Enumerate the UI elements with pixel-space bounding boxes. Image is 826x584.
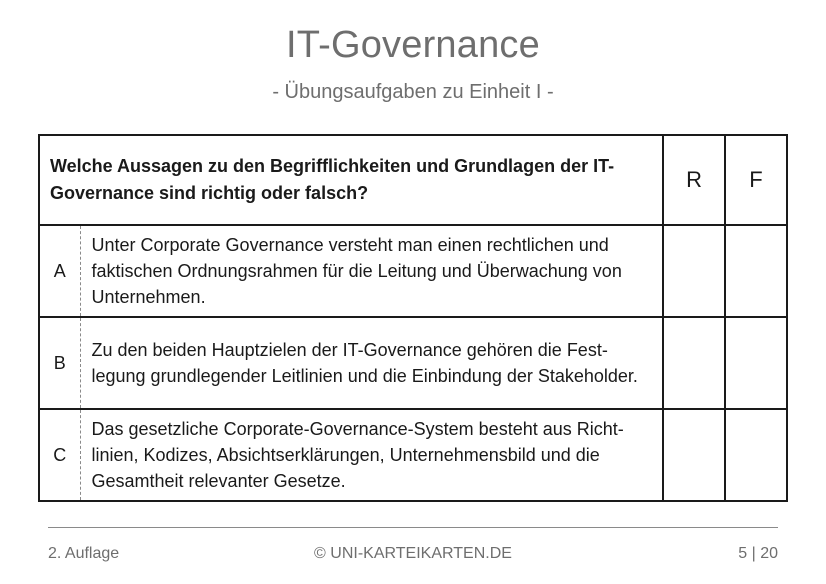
column-header-richtig: R bbox=[663, 135, 725, 225]
row-letter: C bbox=[39, 409, 80, 501]
footer-edition: 2. Auflage bbox=[48, 545, 120, 562]
answer-cell-falsch[interactable] bbox=[725, 317, 787, 409]
quiz-header-row bbox=[39, 135, 787, 225]
answer-cell-richtig[interactable] bbox=[663, 409, 725, 501]
answer-cell-falsch[interactable] bbox=[725, 225, 787, 317]
quiz-table bbox=[38, 134, 788, 502]
statement-text: Das gesetzliche Corporate-Governance-System besteht aus Richtlinien, Kodizes, Absichtserklärungen, Unternehmensbild und die Gesamtheit relevanter Gesetze. bbox=[80, 409, 663, 501]
footer-copyright: © UNI-KARTEIKARTEN.DE bbox=[314, 545, 512, 562]
page-subtitle: - Übungsaufgaben zu Einheit I - bbox=[272, 81, 554, 103]
page-title: IT-Governance bbox=[286, 24, 540, 66]
statement-text: Unter Corporate Governance versteht man einen rechtlichen und faktischen Ordnungsrahmen für die Leitung und Überwachung von Unternehmen. bbox=[80, 225, 663, 317]
answer-cell-falsch[interactable] bbox=[725, 409, 787, 501]
table-row bbox=[39, 225, 787, 317]
statement-text: Zu den beiden Hauptzielen der IT-Governance gehören die Festlegung grundlegender Leitlinien und die Einbindung der Stakeholder. bbox=[80, 317, 663, 409]
column-header-falsch: F bbox=[725, 135, 787, 225]
footer-page-number: 5 | 20 bbox=[738, 545, 778, 562]
row-letter: B bbox=[39, 317, 80, 409]
answer-cell-richtig[interactable] bbox=[663, 225, 725, 317]
footer-divider bbox=[48, 527, 778, 528]
table-row bbox=[39, 317, 787, 409]
answer-cell-richtig[interactable] bbox=[663, 317, 725, 409]
row-letter: A bbox=[39, 225, 80, 317]
table-row bbox=[39, 409, 787, 501]
quiz-question: Welche Aussagen zu den Begrifflichkeiten und Grundlagen der IT-Governance sind richtig oder falsch? bbox=[39, 135, 663, 225]
